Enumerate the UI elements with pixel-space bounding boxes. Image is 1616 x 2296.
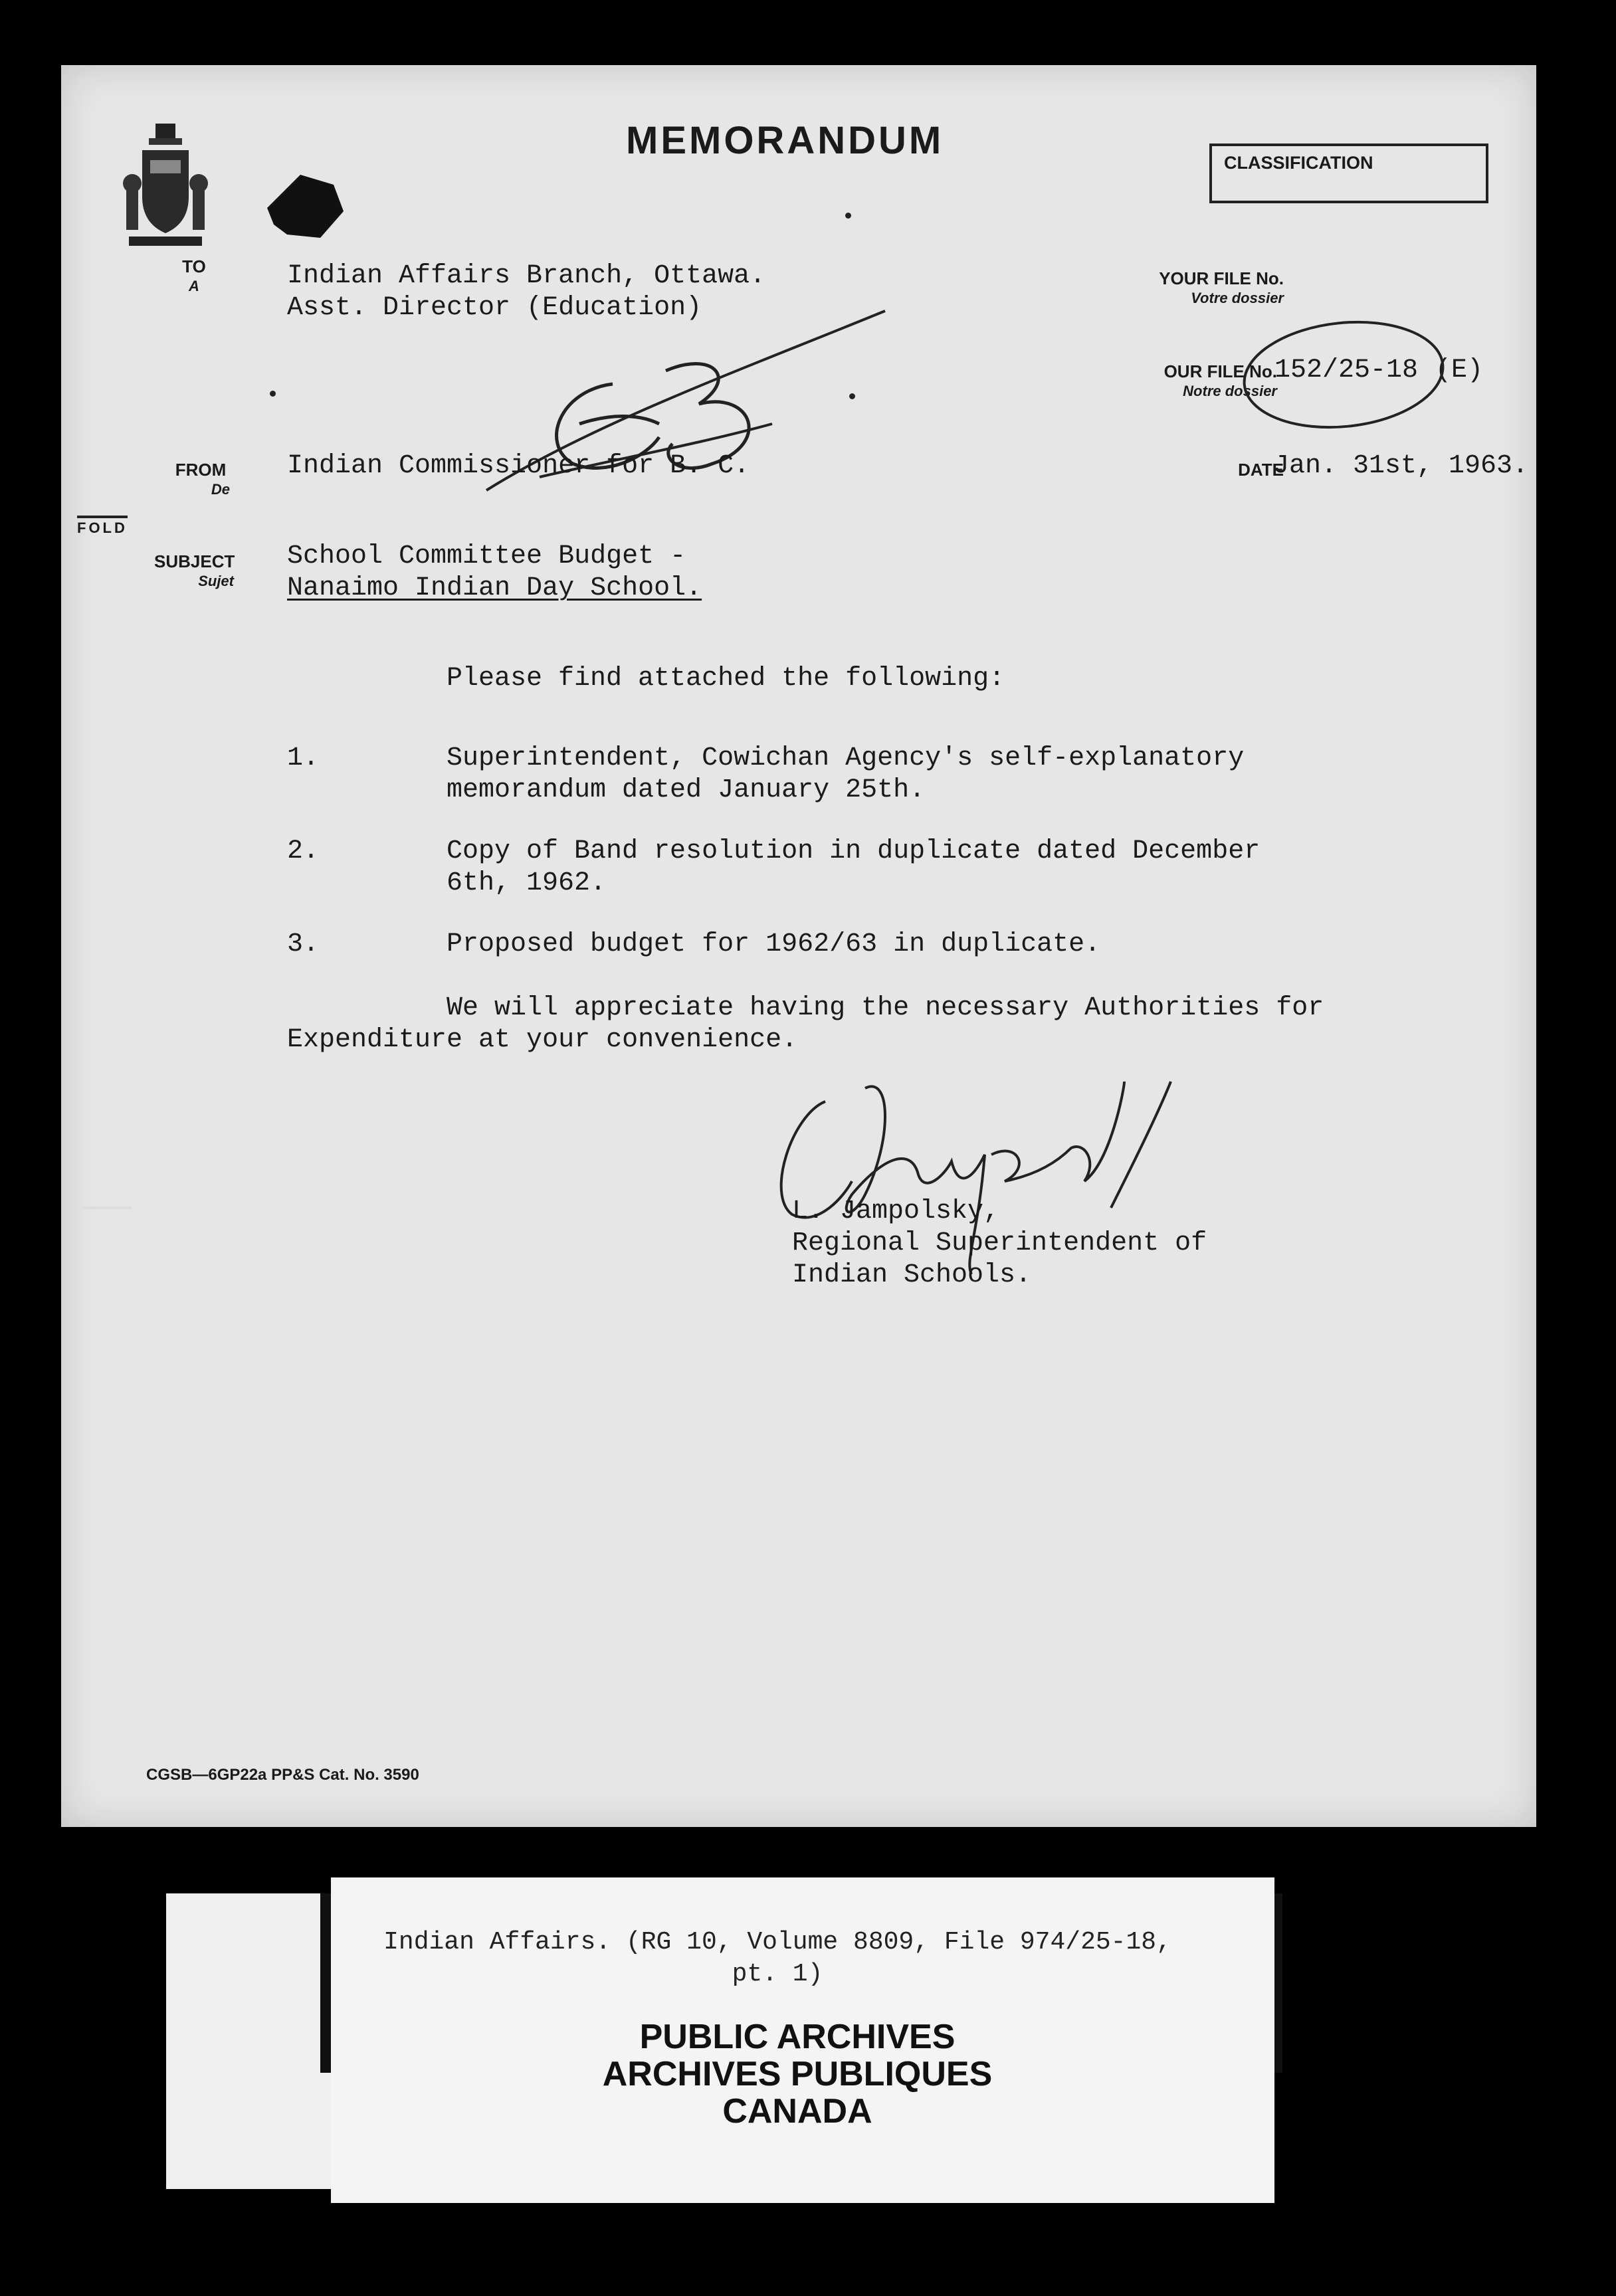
from-label-fr: De: [211, 481, 230, 498]
to-line-1: Indian Affairs Branch, Ottawa.: [287, 261, 766, 291]
to-label-en: TO: [182, 256, 206, 276]
your-file-label-fr: Votre dossier: [1191, 290, 1284, 306]
from-label-en: FROM: [175, 460, 227, 480]
our-file-number: 152/25-18: [1274, 355, 1419, 385]
ink-blot: [260, 171, 347, 244]
initials-signature: [460, 291, 898, 517]
date-label: DATE: [1238, 460, 1284, 480]
item-3-line-1: Proposed budget for 1962/63 in duplicate.: [447, 929, 1101, 959]
our-file-suffix: (E): [1435, 355, 1484, 385]
item-1-number: 1.: [287, 743, 320, 773]
subject-line-2: Nanaimo Indian Day School.: [287, 573, 702, 603]
closing-line-2: Expenditure at your convenience.: [287, 1025, 798, 1055]
signatory-title-2: Indian Schools.: [792, 1260, 1032, 1290]
to-label-fr: A: [189, 278, 199, 294]
to-label: [161, 256, 227, 296]
item-2-line-1: Copy of Band resolution in duplicate dated December: [447, 836, 1261, 866]
our-file-label-en: OUR FILE No.: [1163, 361, 1277, 381]
your-file-label-en: YOUR FILE No.: [1159, 268, 1284, 288]
memo-sheet: [61, 65, 1536, 1827]
to-line-2: Asst. Director (Education): [287, 293, 702, 323]
your-file-label: [1084, 268, 1284, 308]
punch-dot: [849, 393, 855, 399]
archive-reference: [346, 1927, 1209, 1990]
fold-tick: [82, 1206, 132, 1209]
our-file-label-fr: Notre dossier: [1183, 383, 1277, 399]
archive-reference-line-1: Indian Affairs. (RG 10, Volume 8809, File 974/25-18,: [383, 1928, 1171, 1957]
from-value: Indian Commissioner for B. C.: [287, 451, 750, 481]
archives-stamp: [465, 2018, 1130, 2130]
item-2-line-2: 6th, 1962.: [447, 868, 607, 898]
from-label: [161, 460, 241, 500]
archives-name-line-3: CANADA: [722, 2092, 872, 2131]
subject-line-1: School Committee Budget -: [287, 541, 686, 571]
circled-file-number: [1237, 315, 1457, 434]
archives-name-line-2: ARCHIVES PUBLIQUES: [602, 2055, 993, 2093]
archive-reference-line-2: pt. 1): [732, 1960, 823, 1988]
signatory-name: L. Jampolsky,: [792, 1196, 1000, 1226]
punch-dot: [845, 213, 851, 219]
archives-name-line-1: PUBLIC ARCHIVES: [639, 2018, 956, 2056]
item-3-number: 3.: [287, 929, 320, 959]
item-1-line-2: memorandum dated January 25th.: [447, 775, 926, 805]
subject-label-en: SUBJECT: [154, 551, 235, 571]
coat-of-arms-icon: [122, 124, 209, 256]
classification-box: [1209, 144, 1488, 203]
item-1-line-1: Superintendent, Cowichan Agency's self-explanatory: [447, 743, 1245, 773]
punch-dot: [270, 391, 276, 397]
catalog-number: CGSB—6GP22a PP&S Cat. No. 3590: [146, 1766, 419, 1784]
item-2-number: 2.: [287, 836, 320, 866]
subject-label: [154, 551, 234, 591]
subject-label-fr: Sujet: [198, 573, 234, 589]
classification-label: CLASSIFICATION: [1224, 153, 1373, 173]
memo-title: MEMORANDUM: [626, 119, 944, 162]
fold-mark: FOLD: [77, 516, 128, 537]
intro-text: Please find attached the following:: [447, 664, 1005, 694]
date-value: Jan. 31st, 1963.: [1273, 451, 1529, 481]
closing-line-1: We will appreciate having the necessary Authorities for: [447, 993, 1324, 1023]
signatory-title-1: Regional Superintendent of: [792, 1228, 1207, 1258]
